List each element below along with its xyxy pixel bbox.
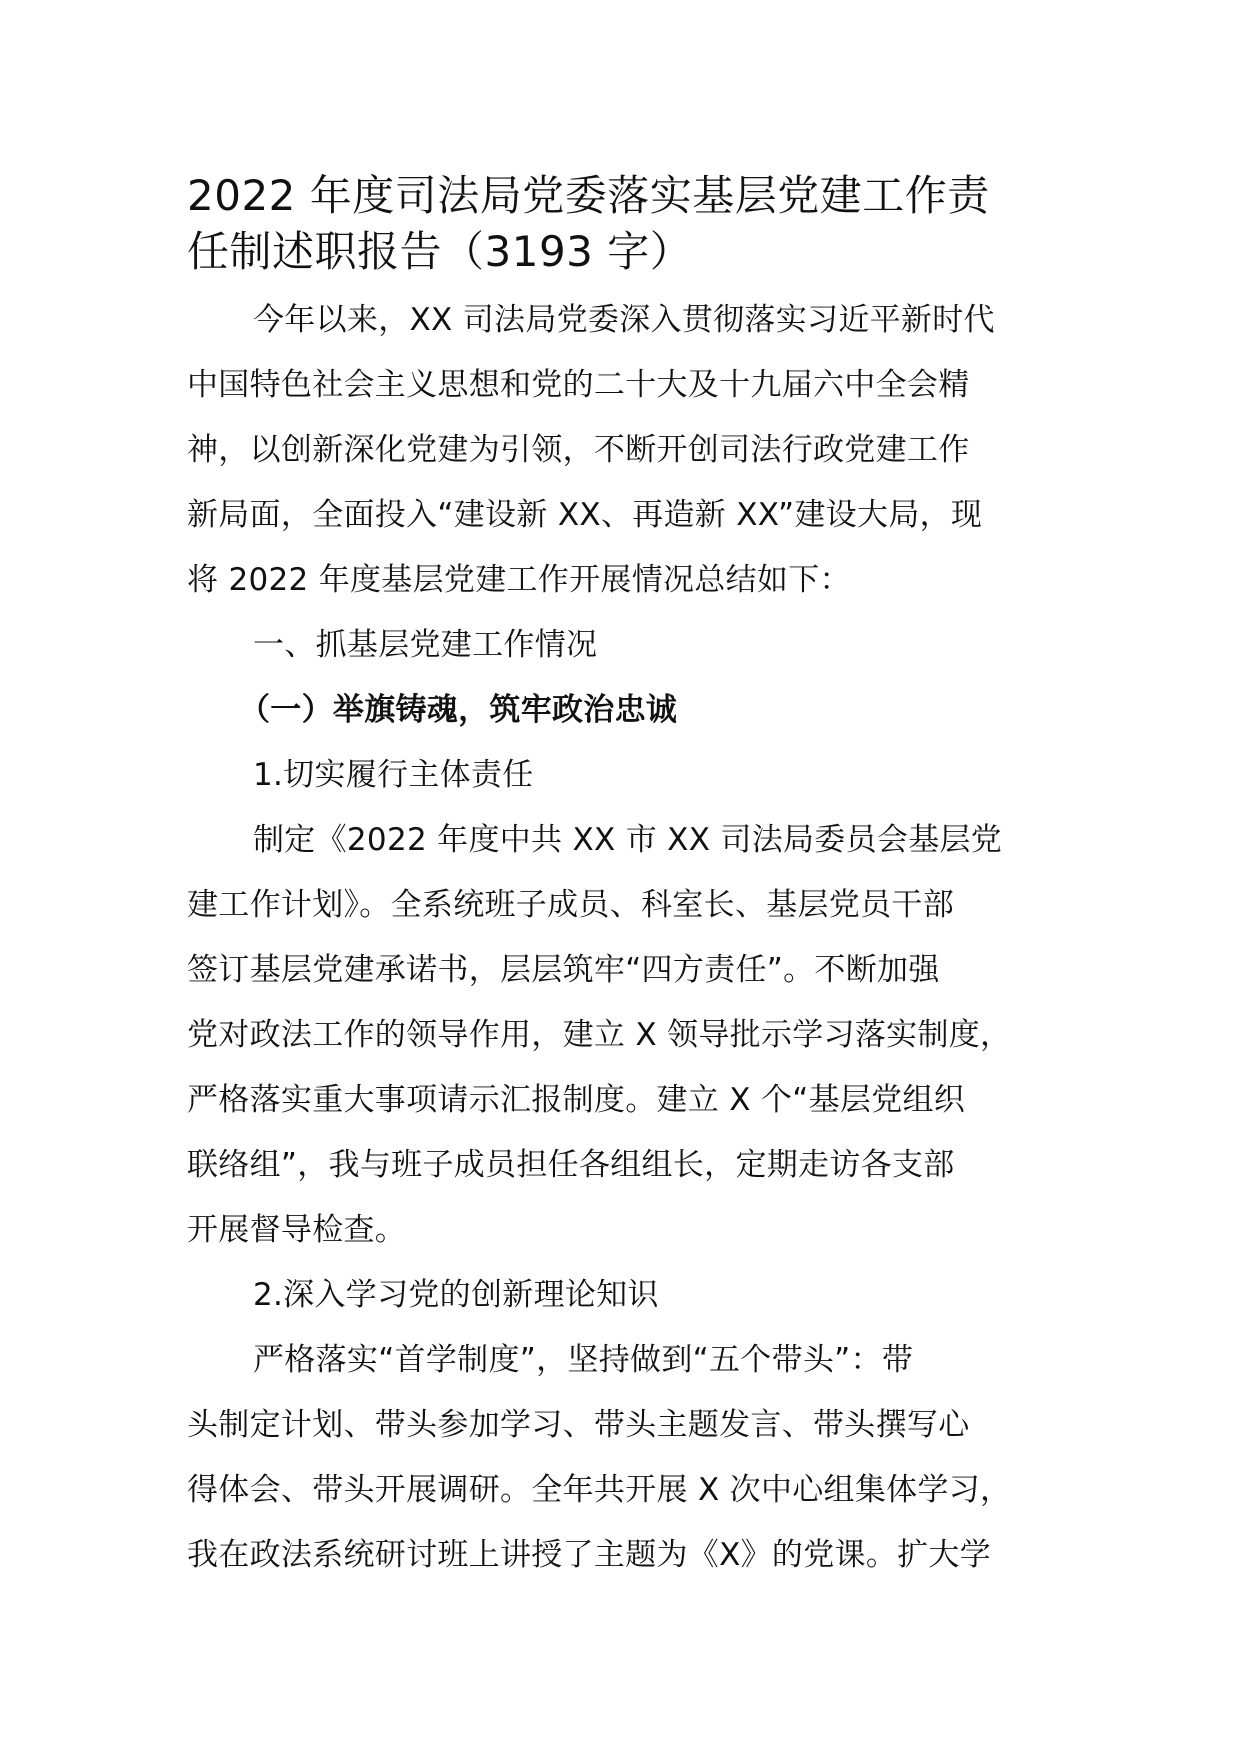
paragraph-line: 中国特色社会主义思想和党的二十大及十九届六中全会精: [187, 367, 970, 403]
item-heading: 2.深入学习党的创新理论知识: [253, 1277, 659, 1313]
paragraph-line: 严格落实重大事项请示汇报制度。建立 X 个“基层党组织: [187, 1082, 966, 1118]
subsection-heading: （一）举旗铸魂，筑牢政治忠诚: [239, 692, 678, 728]
paragraph-line: 将 2022 年度基层党建工作开展情况总结如下：: [187, 562, 851, 598]
item-heading: 1.切实履行主体责任: [253, 757, 534, 793]
paragraph-line: 头制定计划、带头参加学习、带头主题发言、带头撰写心: [187, 1407, 970, 1443]
paragraph-line: 神，以创新深化党建为引领，不断开创司法行政党建工作: [187, 432, 970, 468]
paragraph-line: 签订基层党建承诺书，层层筑牢“四方责任”。不断加强: [187, 952, 940, 988]
document-content: [187, 168, 1067, 1588]
paragraph-line: 我在政法系统研讨班上讲授了主题为《X》的党课。扩大学: [187, 1537, 992, 1573]
paragraph-line: 开展督导检查。: [187, 1212, 407, 1248]
paragraph-line: 联络组”，我与班子成员担任各组组长，定期走访各支部: [187, 1147, 955, 1183]
section-heading: 一、抓基层党建工作情况: [253, 627, 598, 663]
title-line-2: 任制述职报告（3193 字）: [187, 227, 693, 276]
paragraph-line: 新局面，全面投入“建设新 XX、再造新 XX”建设大局，现: [187, 497, 983, 533]
title-line-1: 2022 年度司法局党委落实基层党建工作责: [187, 171, 990, 220]
paragraph-line: 今年以来，XX 司法局党委深入贯彻落实习近平新时代: [253, 302, 995, 338]
document-body: [187, 288, 1067, 1588]
paragraph-line: 制定《2022 年度中共 XX 市 XX 司法局委员会基层党: [253, 822, 1003, 858]
paragraph-line: 建工作计划》。全系统班子成员、科室长、基层党员干部: [187, 887, 954, 923]
document-title: [187, 168, 1067, 280]
paragraph-line: 党对政法工作的领导作用，建立 X 领导批示学习落实制度，: [187, 1017, 1012, 1053]
paragraph-line: 严格落实“首学制度”，坚持做到“五个带头”：带: [253, 1342, 914, 1378]
paragraph-line: 得体会、带头开展调研。全年共开展 X 次中心组集体学习，: [187, 1472, 1012, 1508]
